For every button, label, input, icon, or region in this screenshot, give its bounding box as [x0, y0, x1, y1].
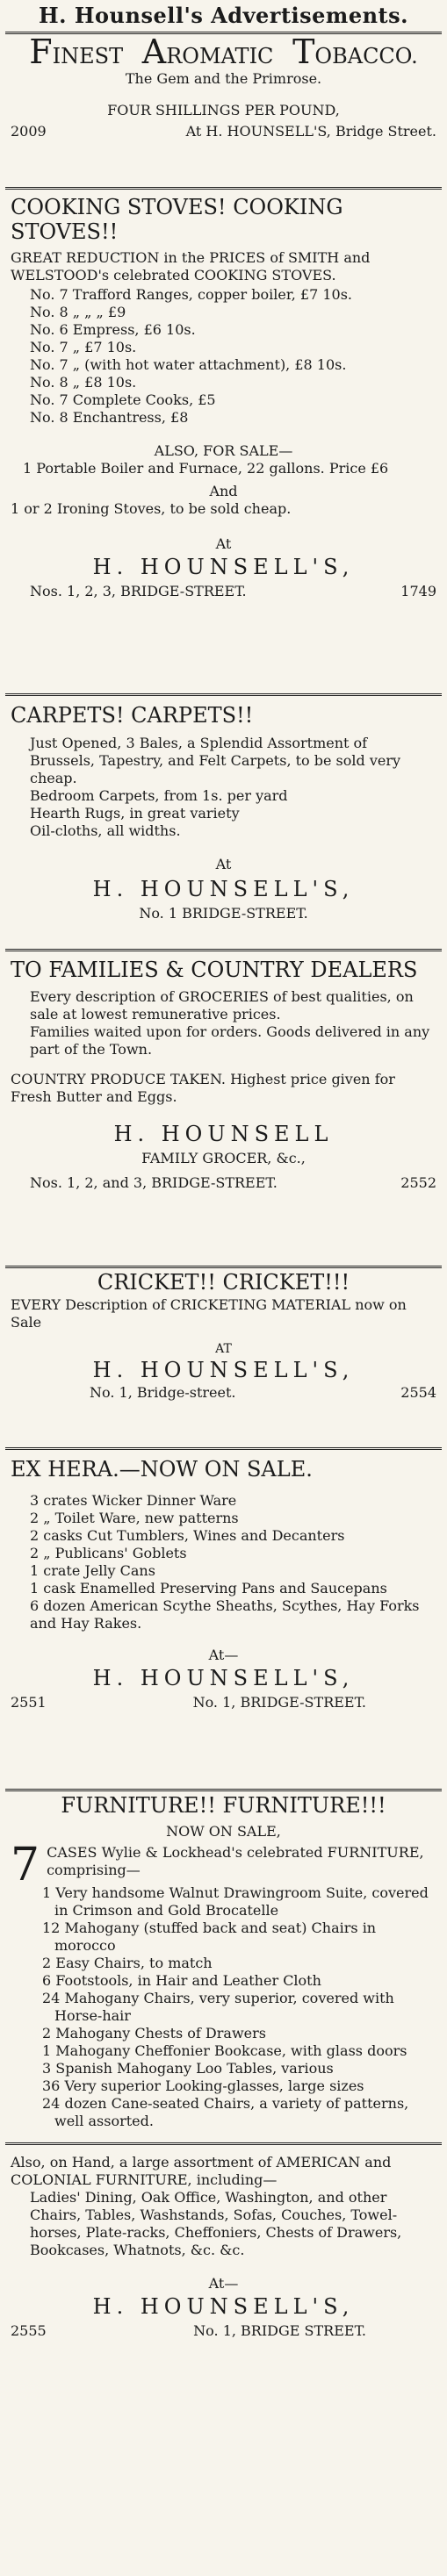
- carpets-at: At: [215, 856, 232, 872]
- cricket-number: 2554: [400, 1384, 436, 1401]
- list-item: 2 „ Publicans' Goblets: [30, 1545, 187, 1561]
- list-item: 2 „ Toilet Ware, new patterns: [30, 1510, 239, 1526]
- list-item: 3 Spanish Mahogany Loo Tables, various: [42, 2060, 334, 2077]
- cooking-firm: H. HOUNSELL'S,: [92, 555, 355, 579]
- list-item: Bedroom Carpets, from 1s. per yard: [30, 787, 288, 804]
- furniture-intro: CASES Wylie & Lockhead's celebrated FURNITURE, comprising—: [47, 1844, 424, 1878]
- carpets-ad: [5, 696, 442, 951]
- cooking-stoves-ad: [5, 190, 442, 696]
- list-item: No. 8 Enchantress, £8: [30, 409, 189, 426]
- cooking-at: At: [215, 535, 232, 552]
- cooking-list: [11, 286, 436, 427]
- furniture-firm: H. HOUNSELL'S,: [92, 2294, 355, 2319]
- list-item: No. 7 Trafford Ranges, copper boiler, £7 10s.: [30, 286, 352, 303]
- list-item: Oil-cloths, all widths.: [30, 822, 181, 839]
- carpets-list: [11, 787, 436, 840]
- furniture-also-items: Ladies' Dining, Oak Office, Washington, and other Chairs, Tables, Washstands, Sofas, Couches, Towel-horses, Plate-racks, Cheffoniers, Chests of Drawers, Bookcases, Whatnots, &c. &c.: [30, 2189, 402, 2258]
- list-item: 3 crates Wicker Dinner Ware: [30, 1492, 237, 1509]
- grocer-families: Families waited upon for orders. Goods delivered in any part of the Town.: [30, 1023, 430, 1058]
- cooking-number: 1749: [400, 583, 436, 599]
- grocer-title: TO FAMILIES & COUNTRY DEALERS: [11, 958, 418, 982]
- hera-at: At—: [208, 1647, 239, 1663]
- furniture-at: At—: [208, 2275, 239, 2292]
- list-item: 6 dozen American Scythe Sheaths, Scythes, Hay Forks and Hay Rakes.: [30, 1597, 420, 1632]
- tobacco-price: FOUR SHILLINGS PER POUND,: [107, 102, 340, 118]
- hera-ad: [5, 1450, 442, 1791]
- list-item: 24 Mahogany Chairs, very superior, covered with Horse-hair: [42, 1990, 394, 2024]
- furniture-title: FURNITURE!! FURNITURE!!!: [61, 1793, 386, 1818]
- cricket-at: AT: [215, 1342, 232, 1356]
- grocer-trade: FAMILY GROCER, &c.,: [141, 1150, 306, 1166]
- cooking-intro: GREAT REDUCTION in the PRICES of SMITH and WELSTOOD's celebrated COOKING STOVES.: [11, 249, 371, 283]
- carpets-title: CARPETS! CARPETS!!: [11, 703, 254, 728]
- list-item: 2 Easy Chairs, to match: [42, 1955, 213, 1971]
- tobacco-subtitle: The Gem and the Primrose.: [125, 70, 322, 87]
- tobacco-address: At H. HOUNSELL'S, Bridge Street.: [185, 123, 436, 140]
- furniture-ad: [5, 1791, 442, 2576]
- grocer-ad: [5, 951, 442, 1268]
- list-item: 2 casks Cut Tumblers, Wines and Decanters: [30, 1527, 345, 1544]
- furniture-number: 2555: [11, 2322, 47, 2339]
- list-item: No. 6 Empress, £6 10s.: [30, 321, 196, 338]
- cricket-title: CRICKET!! CRICKET!!!: [97, 1270, 350, 1295]
- list-item: 6 Footstools, in Hair and Leather Cloth: [42, 1972, 321, 1989]
- hera-firm: H. HOUNSELL'S,: [92, 1666, 355, 1690]
- cricket-firm: H. HOUNSELL'S,: [92, 1358, 355, 1382]
- furniture-address: No. 1, BRIDGE STREET.: [193, 2322, 366, 2339]
- cooking-address: Nos. 1, 2, 3, BRIDGE-STREET.: [30, 583, 247, 599]
- list-item: 36 Very superior Looking-glasses, large sizes: [42, 2077, 364, 2094]
- list-item: No. 8 „ £8 10s.: [30, 374, 137, 391]
- hera-title: EX HERA.—NOW ON SALE.: [11, 1457, 313, 1482]
- list-item: No. 8 „ „ „ £9: [30, 304, 126, 320]
- list-item: No. 7 „ (with hot water attachment), £8 10s.: [30, 356, 347, 373]
- tobacco-title: FINEST AROMATIC TOBACCO.: [29, 32, 418, 71]
- list-item: Hearth Rugs, in great variety: [30, 805, 240, 822]
- cooking-boiler: 1 Portable Boiler and Furnace, 22 gallons. Price £6: [23, 460, 389, 477]
- grocer-address: Nos. 1, 2, and 3, BRIDGE-STREET.: [30, 1174, 278, 1191]
- list-item: No. 7 „ £7 10s.: [30, 339, 137, 355]
- furniture-also: Also, on Hand, a large assortment of AMERICAN and COLONIAL FURNITURE, including—: [11, 2154, 392, 2188]
- list-item: 24 dozen Cane-seated Chairs, a variety of patterns, well assorted.: [42, 2095, 409, 2129]
- list-item: 1 Very handsome Walnut Drawingroom Suite, covered in Crimson and Gold Brocatelle: [42, 1884, 429, 1919]
- furniture-list: [11, 1884, 436, 2130]
- list-item: 1 crate Jelly Cans: [30, 1562, 155, 1579]
- carpets-address: No. 1 BRIDGE-STREET.: [139, 905, 308, 922]
- hera-list: [11, 1492, 436, 1632]
- cricket-ad: [5, 1268, 442, 1450]
- list-item: 1 Mahogany Cheffonier Bookcase, with glass doors: [42, 2042, 407, 2059]
- list-item: 12 Mahogany (stuffed back and seat) Chairs in morocco: [42, 1919, 377, 1954]
- cooking-and: And: [209, 483, 238, 499]
- grocer-firm: H. HOUNSELL: [113, 1122, 334, 1146]
- cooking-also: ALSO, FOR SALE—: [154, 442, 293, 459]
- carpets-intro: Just Opened, 3 Bales, a Splendid Assortment of Brussels, Tapestry, and Felt Carpets, to be sold very cheap.: [30, 735, 401, 786]
- carpets-firm: H. HOUNSELL'S,: [92, 877, 355, 901]
- cooking-title: COOKING STOVES! COOKING STOVES!!: [11, 195, 343, 244]
- furniture-now: NOW ON SALE,: [166, 1823, 281, 1840]
- newspaper-page: [5, 0, 442, 2576]
- grocer-produce: COUNTRY PRODUCE TAKEN. Highest price given for Fresh Butter and Eggs.: [11, 1071, 395, 1105]
- masthead: H. Hounsell's Advertisements.: [5, 0, 442, 34]
- list-item: 2 Mahogany Chests of Drawers: [42, 2025, 266, 2041]
- hera-number: 2551: [11, 1694, 47, 1711]
- furniture-cases-number: 7: [11, 1839, 40, 1891]
- list-item: 1 cask Enamelled Preserving Pans and Saucepans: [30, 1580, 387, 1597]
- grocer-body: Every description of GROCERIES of best qualities, on sale at lowest remunerative prices.: [30, 988, 414, 1023]
- list-item: No. 7 Complete Cooks, £5: [30, 391, 216, 408]
- tobacco-number: 2009: [11, 123, 47, 140]
- cricket-address: No. 1, Bridge-street.: [90, 1384, 236, 1401]
- tobacco-ad: [5, 34, 442, 190]
- hera-address: No. 1, BRIDGE-STREET.: [192, 1694, 366, 1711]
- cooking-ironing: 1 or 2 Ironing Stoves, to be sold cheap.: [11, 500, 292, 517]
- grocer-number: 2552: [400, 1174, 436, 1191]
- cricket-body: EVERY Description of CRICKETING MATERIAL now on Sale: [11, 1296, 407, 1331]
